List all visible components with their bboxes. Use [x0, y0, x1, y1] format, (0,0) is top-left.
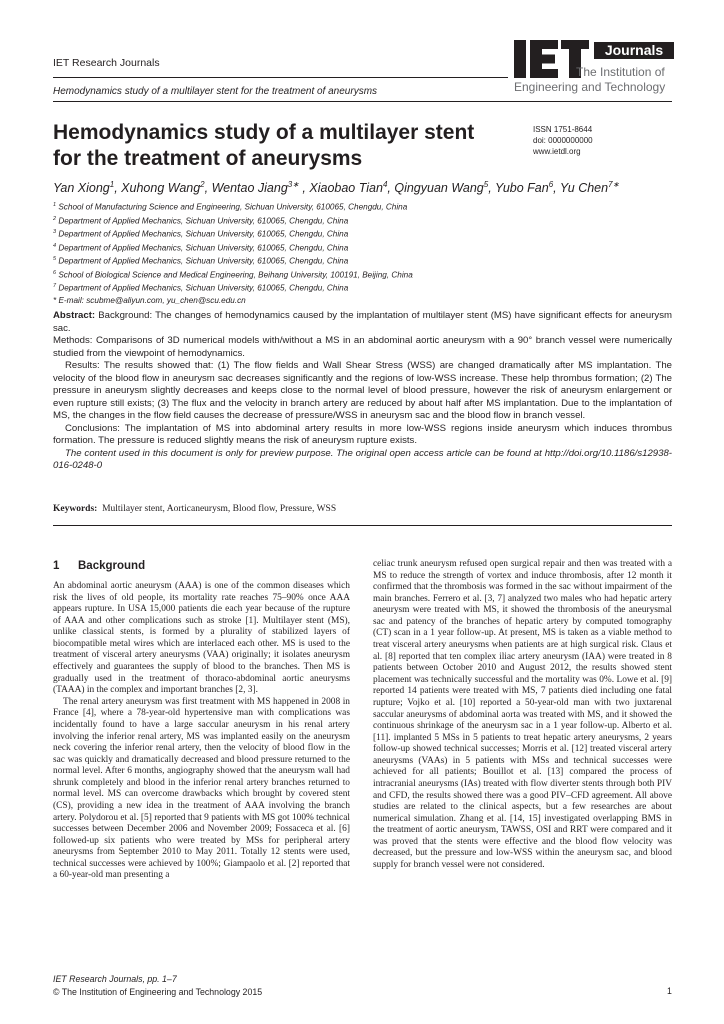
author-sup: 7∗ — [608, 180, 620, 189]
author-separator: , — [204, 181, 212, 196]
issn-block — [533, 124, 593, 157]
section-number: 1 — [53, 560, 60, 572]
author: Yan Xiong — [53, 181, 110, 196]
author-separator: , — [553, 181, 560, 196]
title-line: for the treatment of aneurysms — [53, 147, 363, 170]
author: Xiaobao Tian — [309, 181, 383, 196]
paper-title — [53, 120, 513, 172]
body-column-left — [53, 581, 350, 882]
affiliation: $^2$ Department of Applied Mechanics, Sichuan University, 610065, Chengdu, China — [53, 215, 349, 226]
affiliation: $^4$ Department of Applied Mechanics, Sichuan University, 610065, Chengdu, China — [53, 242, 349, 253]
logo-institution-line1: The Institution of — [576, 65, 665, 79]
author-sup: 5 — [483, 180, 489, 189]
author-separator: , — [298, 181, 310, 196]
affiliation-list — [53, 200, 413, 307]
author-sup: 2 — [200, 180, 205, 189]
keywords-label: Keywords: — [53, 504, 98, 514]
corresponding-email: * E-mail: scubme@aliyun.com, yu_chen@scu.edu.cn — [53, 295, 246, 305]
journal-website-link[interactable]: www.ietdl.org — [533, 147, 581, 156]
author-sup: 4 — [382, 180, 388, 189]
abstract-results: Results: The results showed that: (1) The flow fields and Wall Shear Stress (WSS) are changed dramatically after MS implantation. The velocity of the blood flow in aneurysm sac decreases significantly and the regions of low-WSS increase. These help thrombus formation; (2) The pressure in aneurysm slightly decreases and keeps close to the normal level of blood pressure, however the risk of aneurysm enlargement or even rupture still exists; (3) The flux and the velocity in branch artery are reduced by about half after MS implantation. Due to the implantation of MS, the changes in the flow field causes the decrease of pressure/WSS in aneurysm sac and the blood flow in branch vessel. — [53, 360, 672, 421]
body-paragraph: celiac trunk aneurysm refused open surgical repair and then was treated with a MS to reduce the strength of vortex and induce thrombosis, after 12 month it confirmed that the thrombosis was formed in the sac without impairment of the main branches. Ferrero et al. [3, 7] analyzed two males who had hepatic artery aneurysm were treated with MS, it showed the thrombosis of the aneurysmal sac and patency of the branches of hepatic artery by computed tomography (CT) scan in a 1 year follow-up. At present, MS is taken as a viable method to treat visceral artery aneurysms when patients are at high surgical risk. Claus et al. [8] reported that ten complex iliac artery aneurysm (IAA) were treated in 8 patients between October 2010 and August 2012, the results showed stent placement was technically successful and the mortality was 0%. Lowe et al. [9] reported 14 patients were treated with MS, 7 patients died including one fatal rupture; Vojko et al. [10] reported a 50-year-old man with two juxtarenal saccular aneurysms of abdominal aorta was treated with MS, and it showed the continuous shrinkage of the aneurysm sac in a 1 year follow-up. Alberto et al. [11]. implanted 5 MSs in 5 patients to treat hepatic artery aneurysms, 2 years follow-up showed technical successes; Morris et al. [12] treated visceral artery aneurysms (VAAs) in 5 patients with MSs and technical successes were achieved for all patients; Bouillot et al. [13] compared the process of intracranial aneurysms (IAs) treated with flow diverter stents through both PIV and CFD, the results showed there was a good PIV–CFD agreement. All above studies are related to the clinical aspects, but a few researches are about numerical simulation. Zhang et al. [14, 15] investigated overlapping BMS in the treatment of aortic aneurysm, TAWSS, OSI and RRT were compared and it was proved that the stents were effective and the blood flow velocity was decreased, but the pressure and low-WSS within the aneurysm sac, and blood supply for branch vessel were not considered. — [373, 559, 672, 871]
author-sup: 3∗ — [287, 180, 299, 189]
author: Qingyuan Wang — [394, 181, 484, 196]
affiliation: $^1$ School of Manufacturing Science and Engineering, Sichuan University, 610065, Chengdu, China — [53, 202, 408, 212]
journal-name: IET Research Journals — [53, 57, 160, 69]
body-paragraph: An abdominal aortic aneurysm (AAA) is one of the common diseases which risk the lives of old people, its mortality rate reaches 75–90% once AAA appears rupture. In USA 15,000 patients die each year because of the rupture of AAA and other complications such as stroke [1]. Multilayer stent (MS), unlike classical stents, is formed by a plurality of stabilized layers of biocompatible metal wires which are interlaced each other. MS is used to the treatment of visceral artery aneurysms (VAA) originally; it isolates aneurysm effectively and guarantees the supply of blood to the branches. Then MS is gradually used in the treatment of thoraco-abdominal aortic aneurysms (TAAA) in the complex and important branches [2, 3]. — [53, 581, 350, 696]
author-separator: , — [114, 181, 122, 196]
author: Yubo Fan — [494, 181, 549, 196]
abstract — [53, 310, 672, 473]
author-list — [53, 180, 619, 195]
keywords — [53, 504, 336, 514]
logo-institution-line2: Engineering and Technology — [514, 80, 666, 94]
page-number: 1 — [667, 986, 672, 996]
doi: doi: 0000000000 — [533, 136, 593, 145]
body-paragraph: The renal artery aneurysm was first treatment with MS happened in 2008 in France [4], where a 78-year-old hypertensive man with complications was incidentally found to have a large saccular aneurysm in his renal artery involving the inferior renal artery, MS was implanted easily on the aneurysm neck covering the inferior renal artery, then the velocity of blood flow in the sac was quickly and dramatically decreased and blood pressure returned to the normal level. After 6 months, angiography showed that the aneurysm wall had shrunk completely and blood in the inferior renal artery branches returned to normal level. MS can overcome drawbacks which brought by covered stent (CS), providing a new idea in the treatment of AAA involving the branch artery. Polydorou et al. [5] reported that 9 patients with MS got 100% technical successes between December 2006 and November 2009; Fossaceca et al. [6] followed-up six patients who were treated by MSs for peripheral artery aneurysms from September 2010 to May 2011. Totally 12 stents were used, technical successes were achieved by 100%; Giampaolo et al. [2] reported that a 60-year-old man presenting a — [53, 696, 350, 881]
author-separator: , — [488, 181, 495, 196]
affiliation: $^3$ Department of Applied Mechanics, Sichuan University, 610065, Chengdu, China — [53, 229, 349, 239]
author: Wentao Jiang — [211, 181, 288, 196]
keywords-text: Multilayer stent, Aorticaneurysm, Blood flow, Pressure, WSS — [102, 504, 337, 514]
header-divider — [53, 101, 672, 102]
author: Yu Chen — [559, 181, 609, 196]
preview-notice: The content used in this document is only for preview purpose. The original open access article can be found at http://doi.org/10.1186/s12938-016-0248-0 — [53, 447, 672, 471]
abstract-background: Abstract: Background: The changes of hemodynamics caused by the implantation of multilayer stent (MS) have significant effects for aneurysm sac. — [53, 310, 672, 334]
author-separator: , — [387, 181, 395, 196]
issn: ISSN 1751-8644 — [533, 125, 593, 134]
footer-journal-pages: IET Research Journals, pp. 1–7 — [53, 974, 177, 984]
author: Xuhong Wang — [121, 181, 201, 196]
abstract-label: Abstract: — [53, 310, 96, 321]
abstract-conclusions: Conclusions: The implantation of MS into abdominal artery results in more low-WSS regions inside aneurysm which induces thrombus formation. The pressure is reduced slightly means the risk of aneurysm rupture exists. — [53, 422, 672, 446]
author-sup: 1 — [109, 180, 115, 189]
running-title: Hemodynamics study of a multilayer stent for the treatment of aneurysms — [53, 86, 378, 97]
affiliation: $^6$ School of Biological Science and Medical Engineering, Beihang University, 100191, Beijing, China — [53, 269, 413, 280]
author-sup: 6 — [548, 180, 554, 189]
iet-logo — [514, 40, 674, 98]
section-title: Background — [78, 560, 146, 572]
keywords-divider — [53, 525, 672, 526]
header-divider — [53, 77, 508, 78]
section-heading — [53, 560, 145, 572]
affiliation: $^5$ Department of Applied Mechanics, Sichuan University, 610065, Chengdu, China — [53, 256, 349, 266]
affiliation: $^7$ Department of Applied Mechanics, Sichuan University, 610065, Chengdu, China — [53, 283, 349, 293]
logo-journals-label: Journals — [594, 42, 674, 59]
title-line: Hemodynamics study of a multilayer stent — [53, 121, 475, 144]
body-column-right — [373, 559, 672, 872]
footer-copyright: © The Institution of Engineering and Technology 2015 — [53, 987, 263, 997]
abstract-methods: Methods: Comparisons of 3D numerical models with/without a MS in an abdominal aortic aneurysm with a 90° branch vessel were numerically studied from the viewpoint of hemodynamics. — [53, 335, 672, 359]
footer — [53, 973, 262, 999]
